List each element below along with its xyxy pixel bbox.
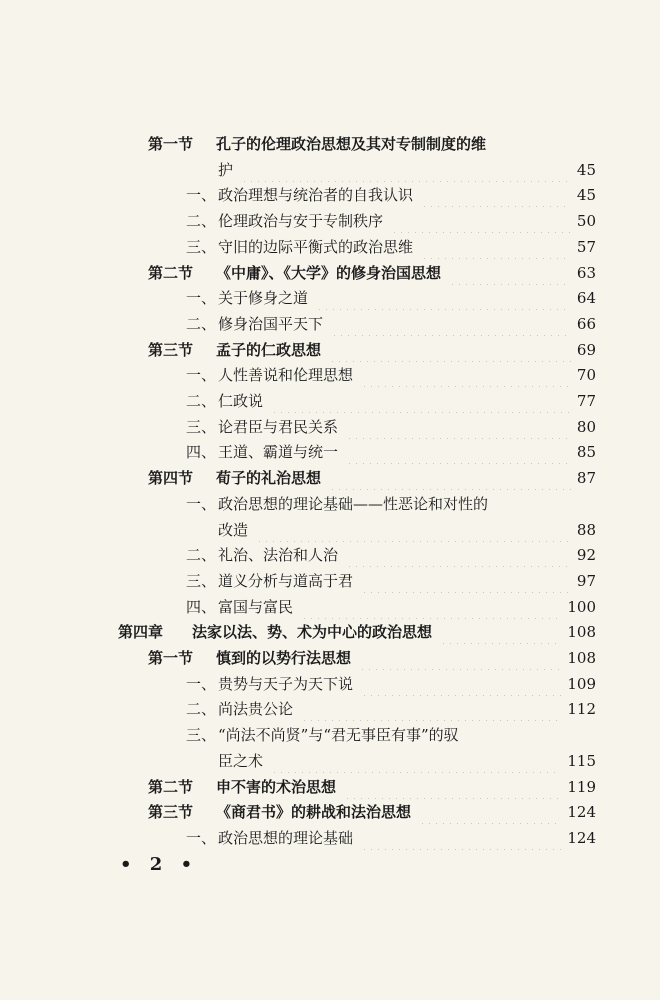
dot-leader xyxy=(359,646,561,670)
toc-entry-title: “尚法不尚贤”与“君无事臣有事”的驭 xyxy=(218,726,459,745)
toc-entry-label: 二、 xyxy=(186,314,217,333)
toc-entry-page-number: 109 xyxy=(567,674,596,693)
toc-entry[interactable] xyxy=(0,492,660,516)
toc-entry-title: 人性善说和伦理思想 xyxy=(218,366,354,385)
dot-leader xyxy=(361,672,561,696)
dot-leader xyxy=(419,800,561,824)
toc-entry-label: 一、 xyxy=(186,828,217,847)
toc-entry-title: 道义分析与道高于君 xyxy=(218,571,354,590)
dot-leader xyxy=(301,697,561,721)
toc-entry[interactable] xyxy=(0,363,660,387)
toc-entry-label: 第二节 xyxy=(148,263,194,282)
dot-leader xyxy=(361,826,561,850)
dot-leader xyxy=(421,183,571,207)
toc-entry-label: 二、 xyxy=(186,392,217,410)
toc-entry-page-number: 77 xyxy=(576,392,596,410)
toc-entry-page-number: 112 xyxy=(567,700,596,719)
toc-entry-label: 一、 xyxy=(186,186,217,205)
toc-entry[interactable] xyxy=(0,440,660,464)
dot-leader xyxy=(241,158,571,182)
toc-entry-title: 修身治国平天下 xyxy=(218,314,324,333)
toc-entry-label: 第二节 xyxy=(148,777,194,796)
dot-leader xyxy=(301,595,561,619)
toc-entry[interactable] xyxy=(0,697,660,721)
toc-entry-label: 第四节 xyxy=(148,469,194,488)
toc-entry-title: 荀子的礼治思想 xyxy=(216,469,322,488)
toc-entry-label: 一、 xyxy=(186,494,217,513)
toc-entry-title: 法家以法、势、术为中心的政治思想 xyxy=(192,623,433,642)
toc-entry-page-number: 63 xyxy=(576,263,596,282)
dot-leader xyxy=(391,209,571,233)
toc-entry-title: 臣之术 xyxy=(218,751,264,770)
toc-entry[interactable] xyxy=(0,826,660,850)
toc-entry-title: 礼治、法治和人治 xyxy=(218,546,339,565)
toc-entry-page-number: 69 xyxy=(576,340,596,359)
dot-leader xyxy=(346,440,571,464)
toc-entry-label: 第三节 xyxy=(148,803,194,822)
toc-entry[interactable] xyxy=(0,595,660,619)
toc-entry[interactable] xyxy=(0,338,660,362)
dot-leader xyxy=(361,363,571,387)
toc-entry-page-number: 92 xyxy=(576,546,596,565)
toc-entry-page-number: 97 xyxy=(576,571,596,590)
toc-entry-label: 第三节 xyxy=(148,340,194,359)
toc-entry-label: 二、 xyxy=(186,700,217,719)
toc-entry[interactable] xyxy=(0,312,660,336)
toc-entry[interactable] xyxy=(0,466,660,490)
toc-entry-page-number: 108 xyxy=(567,623,596,642)
toc-entry-label: 四、 xyxy=(186,597,217,616)
toc-entry-title: 孟子的仁政思想 xyxy=(216,340,322,359)
toc-entry[interactable] xyxy=(0,132,660,156)
toc-entry[interactable] xyxy=(0,415,660,439)
dot-leader xyxy=(421,235,571,259)
toc-entry-page-number: 64 xyxy=(576,289,596,308)
toc-entry-label: 三、 xyxy=(186,417,217,436)
dot-leader xyxy=(329,466,571,490)
toc-entry[interactable] xyxy=(0,389,660,413)
dot-leader xyxy=(346,543,571,567)
toc-entry-page-number: 88 xyxy=(576,520,596,539)
dot-leader xyxy=(271,749,561,773)
toc-entry[interactable] xyxy=(0,800,660,824)
toc-entry-title: 改造 xyxy=(218,520,249,539)
toc-entry-page-number: 45 xyxy=(576,186,596,205)
dot-leader xyxy=(346,415,571,439)
toc-entry-title: 政治思想的理论基础 xyxy=(218,828,354,847)
toc-entry-title: 《商君书》的耕战和法治思想 xyxy=(216,803,412,822)
toc-entry[interactable] xyxy=(0,518,660,542)
toc-entry-page-number: 108 xyxy=(567,649,596,667)
toc-entry-label: 三、 xyxy=(186,571,217,590)
toc-entry-label: 三、 xyxy=(186,237,217,256)
toc-entry-page-number: 124 xyxy=(567,803,596,822)
toc-entry[interactable] xyxy=(0,646,660,670)
toc-entry-title: 伦理政治与安于专制秩序 xyxy=(218,212,384,231)
toc-entry-title: 富国与富民 xyxy=(218,597,294,616)
toc-entry[interactable] xyxy=(0,672,660,696)
toc-entry-title: 关于修身之道 xyxy=(218,289,309,308)
toc-entry-label: 第一节 xyxy=(148,135,194,153)
toc-entry-page-number: 50 xyxy=(576,212,596,231)
toc-entry-label: 三、 xyxy=(186,726,217,745)
toc-entry-title: 护 xyxy=(218,160,234,179)
page-number-footer: • 2 • xyxy=(120,854,199,875)
toc-entry-title: 政治理想与统治者的自我认识 xyxy=(218,186,414,205)
toc-entry-title: 王道、霸道与统一 xyxy=(218,443,339,462)
dot-leader xyxy=(440,620,561,644)
toc-entry[interactable] xyxy=(0,723,660,747)
toc-entry-label: 一、 xyxy=(186,674,217,693)
toc-entry[interactable] xyxy=(0,620,660,644)
toc-entry-page-number: 115 xyxy=(567,751,596,770)
toc-entry-label: 一、 xyxy=(186,366,217,385)
dot-leader xyxy=(449,261,571,285)
toc-entry-page-number: 57 xyxy=(576,237,596,256)
toc-entry-label: 一、 xyxy=(186,289,217,308)
toc-entry-label: 二、 xyxy=(186,212,217,231)
toc-entry-label: 第四章 xyxy=(118,623,164,642)
toc-entry-label: 四、 xyxy=(186,443,217,462)
toc-entry-title: 贵势与天子为天下说 xyxy=(218,674,354,693)
toc-entry[interactable] xyxy=(0,543,660,567)
toc-entry-title: 《中庸》、《大学》的修身治国思想 xyxy=(216,263,442,282)
toc-entry-title: 尚法贵公论 xyxy=(218,700,294,719)
dot-leader xyxy=(271,389,571,413)
toc-entry-label: 第一节 xyxy=(148,649,194,667)
dot-leader xyxy=(344,775,561,799)
toc-entry-page-number: 45 xyxy=(576,160,596,179)
toc-entry-page-number: 66 xyxy=(576,314,596,333)
toc-entry-page-number: 124 xyxy=(567,828,596,847)
toc-entry-page-number: 87 xyxy=(576,469,596,488)
toc-entry[interactable] xyxy=(0,209,660,233)
toc-entry[interactable] xyxy=(0,569,660,593)
dot-leader xyxy=(329,338,571,362)
dot-leader xyxy=(316,286,571,310)
toc-entry[interactable] xyxy=(0,158,660,182)
toc-entry[interactable] xyxy=(0,261,660,285)
toc-entry[interactable] xyxy=(0,286,660,310)
toc-entry-page-number: 70 xyxy=(576,366,596,385)
toc-entry-page-number: 85 xyxy=(576,443,596,462)
toc-entry-title: 申不害的术治思想 xyxy=(216,777,337,796)
toc-entry-title: 仁政说 xyxy=(218,392,264,410)
toc-entry-page-number: 100 xyxy=(567,597,596,616)
toc-entry-title: 政治思想的理论基础——性恶论和对性的 xyxy=(218,494,489,513)
dot-leader xyxy=(361,569,571,593)
toc-entry[interactable] xyxy=(0,775,660,799)
toc-entry[interactable] xyxy=(0,749,660,773)
toc-entry-label: 二、 xyxy=(186,546,217,565)
dot-leader xyxy=(331,312,571,336)
toc-entry-title: 慎到的以势行法思想 xyxy=(216,649,352,667)
toc-entry-page-number: 80 xyxy=(576,417,596,436)
toc-entry-title: 孔子的伦理政治思想及其对专制制度的维 xyxy=(216,135,487,153)
toc-entry[interactable] xyxy=(0,183,660,207)
toc-entry-title: 论君臣与君民关系 xyxy=(218,417,339,436)
dot-leader xyxy=(256,518,571,542)
toc-entry[interactable] xyxy=(0,235,660,259)
toc-entry-page-number: 119 xyxy=(567,777,596,796)
toc-entry-title: 守旧的边际平衡式的政治思维 xyxy=(218,237,414,256)
